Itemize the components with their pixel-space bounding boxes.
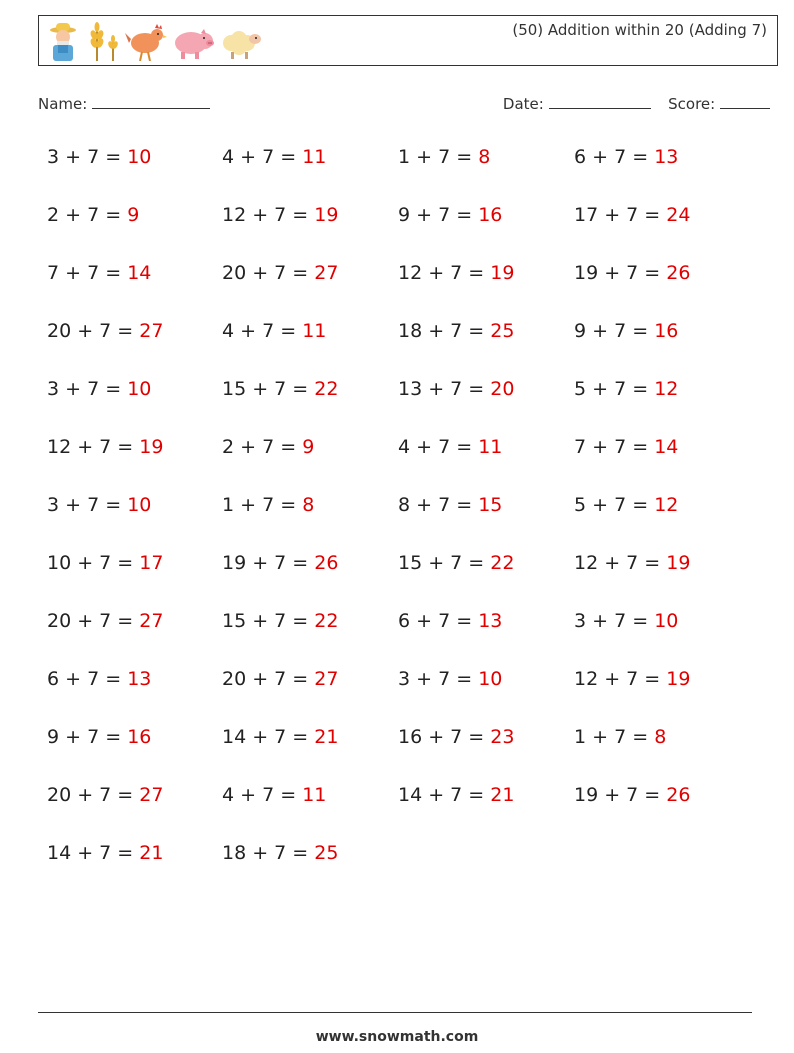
problem-answer: 19 xyxy=(139,436,164,458)
problem-answer: 24 xyxy=(666,204,691,226)
problem-question: 7 + 7 = xyxy=(47,262,128,284)
problem-question: 15 + 7 = xyxy=(222,378,315,400)
problem-answer: 15 xyxy=(478,494,503,516)
problem-item xyxy=(574,262,690,284)
problem-item xyxy=(222,378,338,400)
problem-question: 12 + 7 = xyxy=(398,262,491,284)
problem-answer: 9 xyxy=(127,204,140,226)
problem-item xyxy=(574,610,678,632)
problem-item xyxy=(574,320,678,342)
problem-answer: 25 xyxy=(314,842,339,864)
problem-item xyxy=(47,610,163,632)
problem-item xyxy=(47,378,151,400)
problem-question: 4 + 7 = xyxy=(398,436,479,458)
problem-answer: 12 xyxy=(654,494,679,516)
name-label: Name: xyxy=(38,95,88,113)
problem-question: 3 + 7 = xyxy=(47,146,128,168)
problem-answer: 26 xyxy=(314,552,339,574)
problem-item xyxy=(47,204,139,226)
date-blank[interactable] xyxy=(549,94,651,109)
problem-question: 18 + 7 = xyxy=(398,320,491,342)
problem-answer: 21 xyxy=(314,726,339,748)
problem-item xyxy=(47,726,151,748)
problem-answer: 10 xyxy=(654,610,679,632)
problem-answer: 27 xyxy=(139,610,164,632)
problem-item xyxy=(398,204,502,226)
problem-question: 20 + 7 = xyxy=(222,262,315,284)
problem-item xyxy=(47,494,151,516)
problem-item xyxy=(398,668,502,690)
problem-question: 5 + 7 = xyxy=(574,494,655,516)
problem-item xyxy=(398,320,514,342)
problem-question: 3 + 7 = xyxy=(398,668,479,690)
problem-answer: 21 xyxy=(490,784,515,806)
problem-question: 19 + 7 = xyxy=(574,784,667,806)
problem-question: 9 + 7 = xyxy=(398,204,479,226)
problem-answer: 23 xyxy=(490,726,515,748)
problem-question: 13 + 7 = xyxy=(398,378,491,400)
problem-question: 10 + 7 = xyxy=(47,552,140,574)
footer-divider xyxy=(38,1012,752,1013)
score-blank[interactable] xyxy=(720,94,770,109)
problem-question: 19 + 7 = xyxy=(574,262,667,284)
date-label: Date: xyxy=(502,95,544,113)
problem-answer: 8 xyxy=(478,146,491,168)
problem-answer: 8 xyxy=(302,494,315,516)
problem-item xyxy=(574,146,678,168)
problem-question: 14 + 7 = xyxy=(222,726,315,748)
problem-question: 3 + 7 = xyxy=(47,378,128,400)
problem-item xyxy=(222,842,338,864)
problem-item xyxy=(222,552,338,574)
problem-answer: 14 xyxy=(127,262,152,284)
worksheet-header xyxy=(38,15,778,66)
problem-answer: 10 xyxy=(127,494,152,516)
problem-answer: 19 xyxy=(666,668,691,690)
score-label: Score: xyxy=(668,95,716,113)
problem-question: 15 + 7 = xyxy=(222,610,315,632)
problem-item xyxy=(398,262,514,284)
problem-question: 17 + 7 = xyxy=(574,204,667,226)
problem-item xyxy=(398,726,514,748)
problem-item xyxy=(222,262,338,284)
problem-answer: 10 xyxy=(127,146,152,168)
problem-question: 5 + 7 = xyxy=(574,378,655,400)
pig-icon xyxy=(171,21,215,61)
problem-item xyxy=(47,320,163,342)
problem-item xyxy=(222,436,314,458)
problem-item xyxy=(47,436,163,458)
problem-answer: 19 xyxy=(314,204,339,226)
problem-item xyxy=(398,552,514,574)
problem-item xyxy=(222,146,326,168)
problem-item xyxy=(574,378,678,400)
problem-question: 16 + 7 = xyxy=(398,726,491,748)
problem-answer: 10 xyxy=(127,378,152,400)
problem-question: 6 + 7 = xyxy=(574,146,655,168)
name-field[interactable] xyxy=(38,94,210,113)
problem-question: 2 + 7 = xyxy=(222,436,303,458)
problem-item xyxy=(222,668,338,690)
problem-item xyxy=(574,204,690,226)
problem-item xyxy=(47,784,163,806)
problem-item xyxy=(222,494,314,516)
problem-answer: 16 xyxy=(127,726,152,748)
problem-answer: 17 xyxy=(139,552,164,574)
problem-answer: 22 xyxy=(314,610,339,632)
problem-question: 1 + 7 = xyxy=(574,726,655,748)
problem-question: 6 + 7 = xyxy=(398,610,479,632)
problem-question: 3 + 7 = xyxy=(574,610,655,632)
problem-item xyxy=(574,784,690,806)
problem-item xyxy=(47,146,151,168)
problem-item xyxy=(222,320,326,342)
problem-item xyxy=(222,610,338,632)
problem-item xyxy=(398,494,502,516)
problem-question: 12 + 7 = xyxy=(574,668,667,690)
problem-item xyxy=(398,784,514,806)
problem-answer: 11 xyxy=(478,436,503,458)
problem-item xyxy=(222,726,338,748)
worksheet-meta xyxy=(38,94,770,116)
date-score-fields xyxy=(503,94,770,113)
problem-question: 19 + 7 = xyxy=(222,552,315,574)
problem-question: 12 + 7 = xyxy=(574,552,667,574)
problem-answer: 16 xyxy=(654,320,679,342)
problem-question: 2 + 7 = xyxy=(47,204,128,226)
problem-answer: 16 xyxy=(478,204,503,226)
problem-item xyxy=(574,436,678,458)
problem-question: 1 + 7 = xyxy=(398,146,479,168)
problem-question: 12 + 7 = xyxy=(222,204,315,226)
problem-item xyxy=(47,262,151,284)
problem-answer: 12 xyxy=(654,378,679,400)
problem-question: 7 + 7 = xyxy=(574,436,655,458)
problem-question: 20 + 7 = xyxy=(47,320,140,342)
problem-item xyxy=(398,146,490,168)
problem-answer: 25 xyxy=(490,320,515,342)
problem-question: 14 + 7 = xyxy=(398,784,491,806)
problem-answer: 11 xyxy=(302,784,327,806)
problem-question: 1 + 7 = xyxy=(222,494,303,516)
problem-answer: 13 xyxy=(478,610,503,632)
header-icons xyxy=(45,21,263,61)
problem-answer: 19 xyxy=(490,262,515,284)
problem-item xyxy=(47,668,151,690)
problem-item xyxy=(47,552,163,574)
problem-answer: 10 xyxy=(478,668,503,690)
problem-answer: 11 xyxy=(302,320,327,342)
problem-item xyxy=(398,436,502,458)
problem-item xyxy=(574,494,678,516)
problem-question: 4 + 7 = xyxy=(222,320,303,342)
problem-answer: 20 xyxy=(490,378,515,400)
problem-answer: 14 xyxy=(654,436,679,458)
problem-answer: 27 xyxy=(139,784,164,806)
problem-answer: 27 xyxy=(139,320,164,342)
problem-answer: 19 xyxy=(666,552,691,574)
problem-question: 14 + 7 = xyxy=(47,842,140,864)
sheep-icon xyxy=(219,21,263,61)
hen-icon xyxy=(125,21,167,61)
problem-question: 9 + 7 = xyxy=(574,320,655,342)
problem-item xyxy=(222,204,338,226)
worksheet-title: (50) Addition within 20 (Adding 7) xyxy=(512,21,767,39)
problem-answer: 27 xyxy=(314,668,339,690)
problem-question: 20 + 7 = xyxy=(47,784,140,806)
problem-question: 8 + 7 = xyxy=(398,494,479,516)
problem-item xyxy=(398,378,514,400)
problem-question: 20 + 7 = xyxy=(222,668,315,690)
farmer-icon xyxy=(45,21,81,61)
problem-item xyxy=(398,610,502,632)
problem-question: 20 + 7 = xyxy=(47,610,140,632)
problem-item xyxy=(574,552,690,574)
problem-item xyxy=(574,726,666,748)
problem-item xyxy=(47,842,163,864)
problem-answer: 27 xyxy=(314,262,339,284)
problem-question: 4 + 7 = xyxy=(222,146,303,168)
problem-question: 12 + 7 = xyxy=(47,436,140,458)
wheat-icon xyxy=(85,21,121,61)
problem-question: 3 + 7 = xyxy=(47,494,128,516)
problem-answer: 9 xyxy=(302,436,315,458)
problem-answer: 11 xyxy=(302,146,327,168)
problem-question: 4 + 7 = xyxy=(222,784,303,806)
problem-question: 18 + 7 = xyxy=(222,842,315,864)
problem-answer: 8 xyxy=(654,726,667,748)
problem-answer: 13 xyxy=(654,146,679,168)
problem-question: 6 + 7 = xyxy=(47,668,128,690)
problem-answer: 21 xyxy=(139,842,164,864)
problem-answer: 26 xyxy=(666,262,691,284)
footer-url[interactable]: www.snowmath.com xyxy=(315,1029,479,1045)
problem-item xyxy=(574,668,690,690)
problem-question: 9 + 7 = xyxy=(47,726,128,748)
problem-question: 15 + 7 = xyxy=(398,552,491,574)
problem-answer: 22 xyxy=(490,552,515,574)
problem-answer: 22 xyxy=(314,378,339,400)
problem-answer: 13 xyxy=(127,668,152,690)
problem-item xyxy=(222,784,326,806)
name-blank[interactable] xyxy=(92,94,210,109)
problem-answer: 26 xyxy=(666,784,691,806)
